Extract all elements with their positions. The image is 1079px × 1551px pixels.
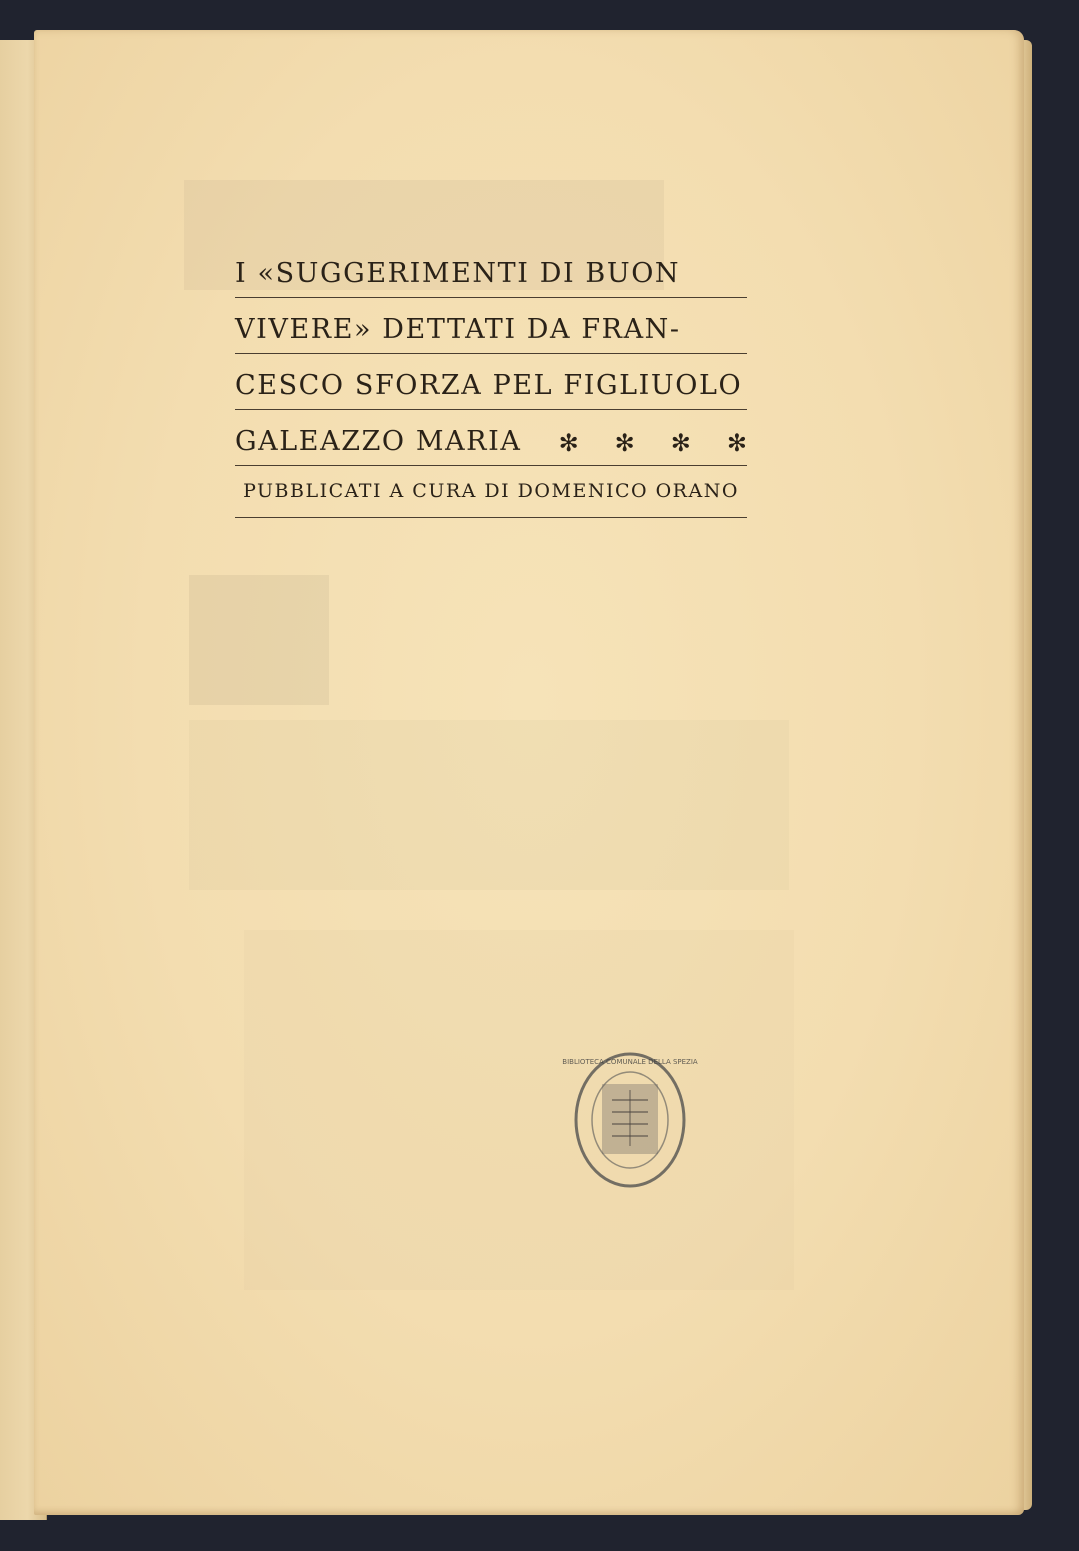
show-through-initial: [189, 575, 329, 705]
title-line-3-text: CESCO SFORZA PEL FIGLIUOLO: [235, 370, 743, 401]
show-through-text: [244, 930, 794, 1290]
title-line-4-text: GALEAZZO MARIA: [235, 426, 522, 457]
stamp-legend: BIBLIOTECA COMUNALE DELLA SPEZIA: [562, 1058, 698, 1066]
ornament-row: [559, 431, 747, 455]
library-stamp: [562, 1050, 698, 1190]
title-block: [235, 240, 747, 518]
title-line-4: [235, 410, 747, 466]
editor-credit: PUBBLICATI A CURA DI DOMENICO ORANO: [243, 480, 739, 502]
asterisk-ornament-icon: ✻: [614, 429, 635, 457]
show-through-text: [189, 720, 789, 890]
asterisk-ornament-icon: ✻: [558, 429, 579, 457]
asterisk-ornament-icon: ✻: [726, 429, 747, 457]
title-line-3: [235, 354, 747, 410]
title-line-2-text: VIVERE» DETTATI DA FRAN-: [235, 314, 681, 345]
title-line-1-text: I «SUGGERIMENTI DI BUON: [235, 258, 681, 289]
title-line-2: [235, 298, 747, 354]
asterisk-ornament-icon: ✻: [670, 429, 691, 457]
title-line-1: [235, 240, 747, 298]
editor-line: [235, 466, 747, 518]
